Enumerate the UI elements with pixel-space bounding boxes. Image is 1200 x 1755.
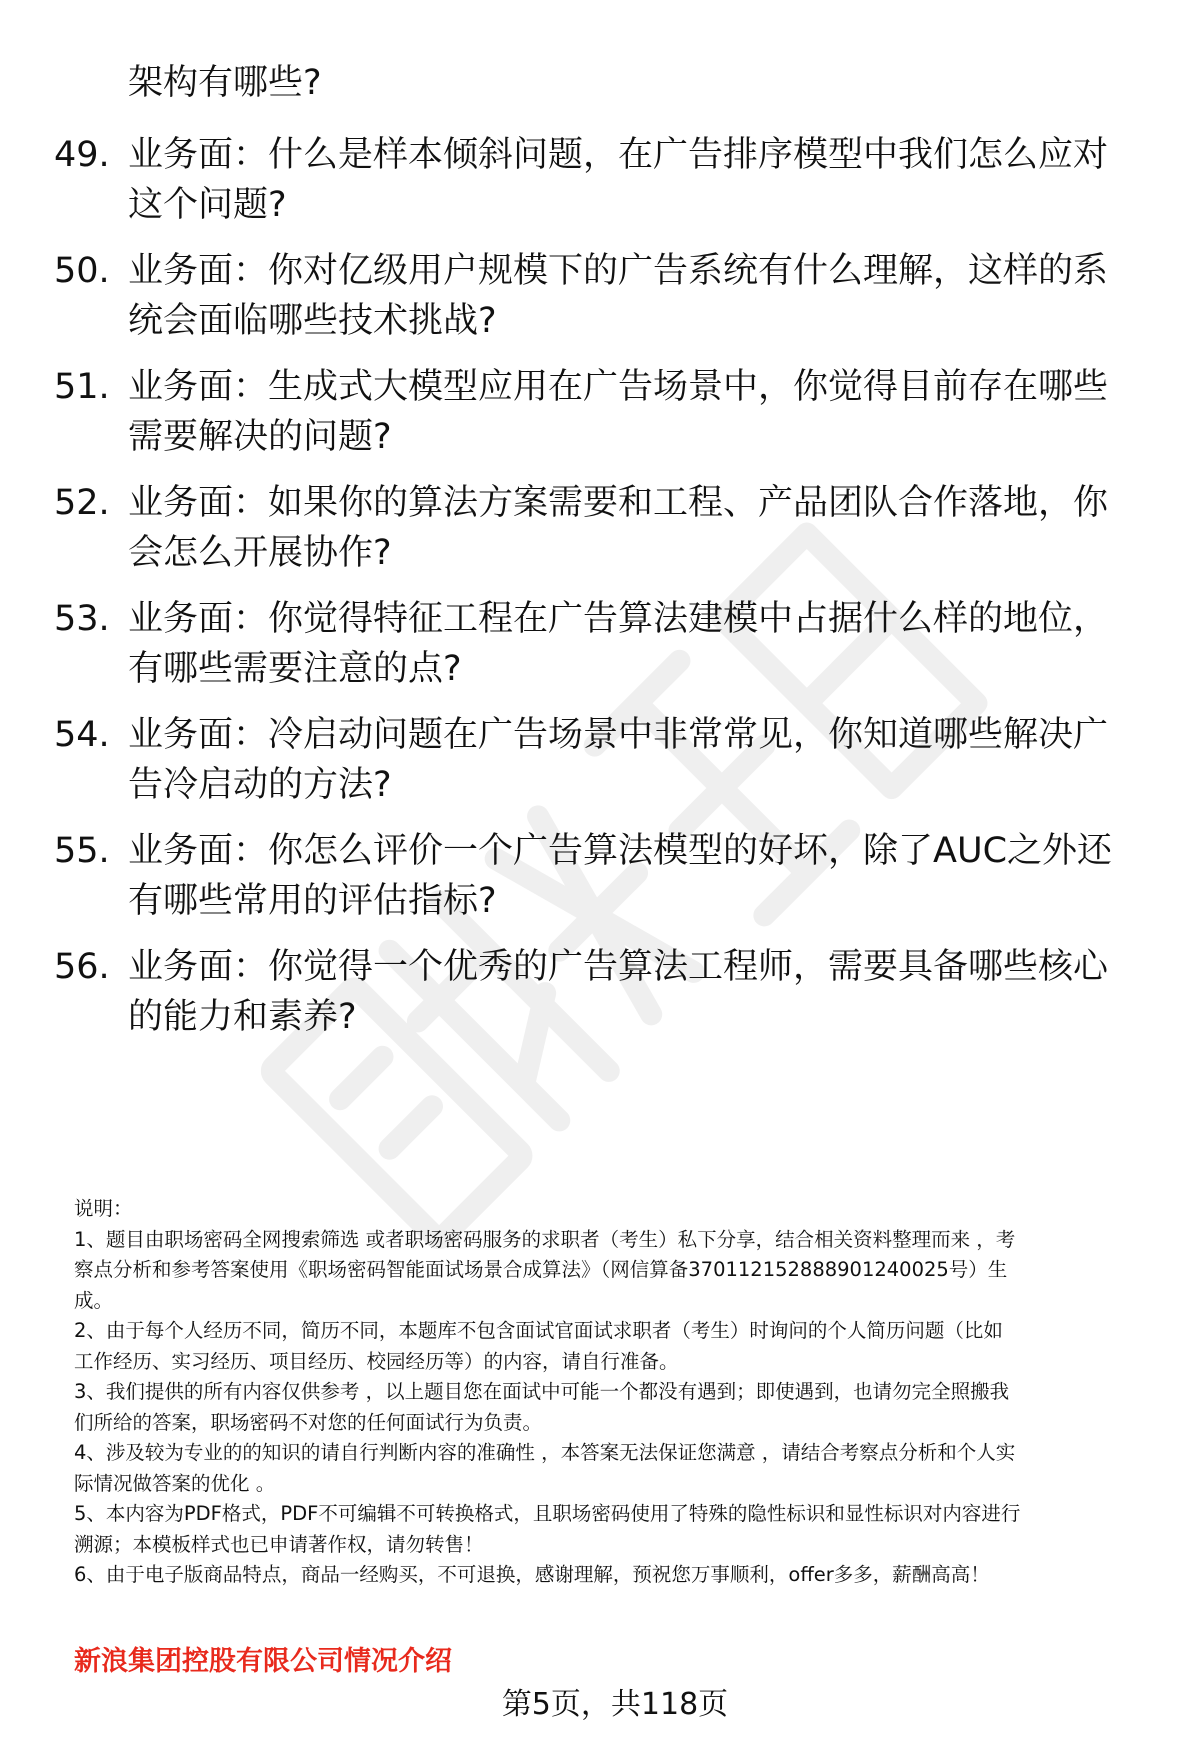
question-number: 52.	[54, 483, 110, 523]
question-number: 50.	[54, 251, 110, 291]
note-item: 3、我们提供的所有内容仅供参考 ，以上题目您在面试中可能一个都没有遇到；即使遇到，也请勿完全照搬我 们所给的答案，职场密码不对您的任何面试行为负责。	[74, 1380, 1010, 1434]
section-heading: 新浪集团控股有限公司情况介绍	[74, 1646, 452, 1677]
notes-heading: 说明：	[74, 1197, 133, 1220]
question-number: 56.	[54, 947, 110, 987]
question-number: 53.	[54, 599, 110, 639]
question-text: 业务面：什么是样本倾斜问题，在广告排序模型中我们怎么应对 这个问题?	[128, 135, 1109, 225]
question-number: 55.	[54, 831, 110, 871]
question-text: 业务面：如果你的算法方案需要和工程、产品团队合作落地，你 会怎么开展协作?	[128, 483, 1109, 573]
question-text: 业务面：你觉得特征工程在广告算法建模中占据什么样的地位， 有哪些需要注意的点?	[128, 599, 1109, 689]
note-item: 4、涉及较为专业的的知识的请自行判断内容的准确性 ，本答案无法保证您满意 ，请结合考察点分析和个人实 际情况做答案的优化 。	[74, 1441, 1016, 1495]
note-item: 5、本内容为PDF格式，PDF不可编辑不可转换格式，且职场密码使用了特殊的隐性标识和显性标识对内容进行 溯源；本模板样式也已申请著作权，请勿转售！	[74, 1502, 1021, 1556]
question-item	[0, 826, 1200, 926]
question-text: 业务面：冷启动问题在广告场景中非常常见，你知道哪些解决广 告冷启动的方法?	[128, 715, 1109, 805]
note-item: 1、题目由职场密码全网搜索筛选 或者职场密码服务的求职者（考生）私下分享，结合相关资料整理而来 ，考 察点分析和参考答案使用《职场密码智能面试场景合成算法》（网信算备370112152888901240025号）生 成。	[74, 1227, 1016, 1312]
question-item	[0, 942, 1200, 1042]
question-item	[0, 594, 1200, 694]
question-text: 业务面：你怎么评价一个广告算法模型的好坏，除了AUC之外还 有哪些常用的评估指标?	[128, 831, 1113, 921]
page-number: 第5页，共118页	[501, 1687, 729, 1722]
question-item	[0, 710, 1200, 810]
question-continuation: 架构有哪些?	[128, 63, 322, 103]
question-item	[0, 130, 1200, 230]
question-text: 业务面：你对亿级用户规模下的广告系统有什么理解，这样的系 统会面临哪些技术挑战?	[128, 251, 1109, 341]
question-text: 业务面：你觉得一个优秀的广告算法工程师，需要具备哪些核心 的能力和素养?	[128, 947, 1109, 1037]
question-number: 49.	[54, 135, 110, 175]
note-item: 2、由于每个人经历不同，简历不同，本题库不包含面试官面试求职者（考生）时询问的个人简历问题（比如 工作经历、实习经历、项目经历、校园经历等）的内容，请自行准备。	[74, 1319, 1003, 1373]
note-item: 6、由于电子版商品特点，商品一经购买，不可退换，感谢理解，预祝您万事顺利，offer多多，薪酬高高！	[74, 1563, 990, 1586]
question-item	[0, 362, 1200, 462]
question-item	[0, 478, 1200, 578]
notes-section	[74, 1194, 1154, 1591]
question-number: 51.	[54, 367, 110, 407]
question-text: 业务面：生成式大模型应用在广告场景中，你觉得目前存在哪些 需要解决的问题?	[128, 367, 1109, 457]
question-item	[0, 246, 1200, 346]
question-number: 54.	[54, 715, 110, 755]
